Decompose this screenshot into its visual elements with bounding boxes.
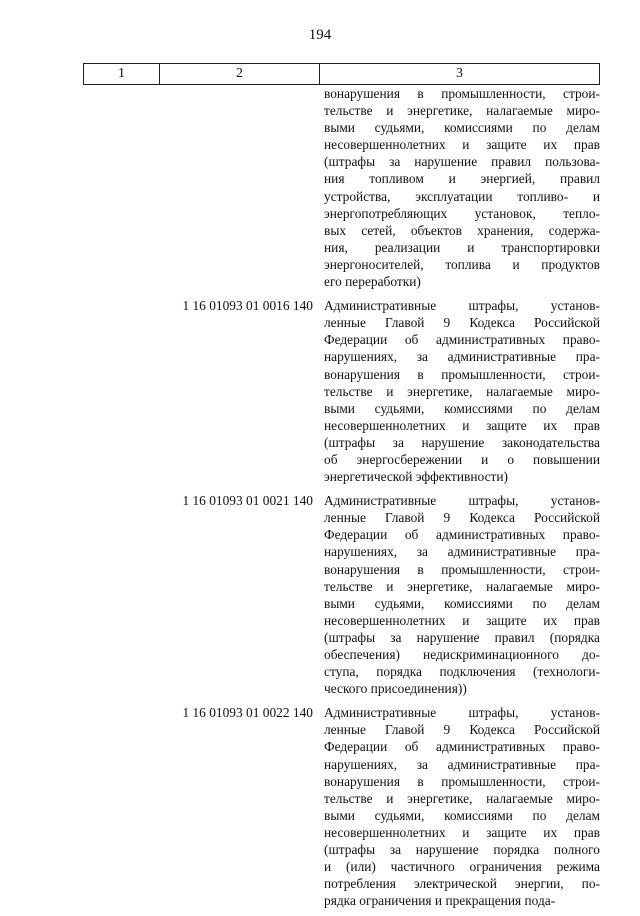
- description-line: и (или) частичного ограничения режима: [324, 859, 600, 875]
- description-line: несовершеннолетних и защите их прав: [324, 137, 600, 153]
- revenue-description: [324, 704, 600, 909]
- column-header-3: 3: [456, 66, 463, 81]
- description-line: тельстве и энергетике, налагаемые миро-: [324, 578, 600, 594]
- description-line: энергопотребляющих установок, тепло-: [324, 205, 600, 221]
- description-line: вонарушения в промышленности, строи-: [324, 86, 600, 101]
- table-row: [83, 492, 600, 697]
- description-line: ленные Главой 9 Кодекса Российской: [324, 510, 600, 526]
- description-line: нарушениях, за административные пра-: [324, 756, 600, 772]
- description-line: (штрафы за нарушение порядка полного: [324, 842, 600, 858]
- description-line: ленные Главой 9 Кодекса Российской: [324, 722, 600, 738]
- description-line: выми судьями, комиссиями по делам: [324, 807, 600, 823]
- description-line: (штрафы за нарушение правил (порядка: [324, 629, 600, 645]
- description-line: ческого присоединения)): [324, 681, 467, 697]
- table-row: [83, 704, 600, 909]
- description-line: Административные штрафы, установ-: [324, 493, 600, 509]
- description-line: вонарушения в промышленности, строи-: [324, 366, 600, 382]
- description-line: ленные Главой 9 Кодекса Российской: [324, 315, 600, 331]
- budget-classification-code: [159, 85, 319, 290]
- description-line: вонарушения в промышленности, строи-: [324, 561, 600, 577]
- description-line: Федерации об административных право-: [324, 739, 600, 755]
- description-line: устройства, эксплуатации топливо- и: [324, 188, 600, 204]
- description-line: его переработки): [324, 274, 421, 290]
- column-header-1: 1: [84, 64, 160, 84]
- description-line: несовершеннолетних и защите их прав: [324, 417, 600, 433]
- description-line: вонарушения в промышленности, строи-: [324, 773, 600, 789]
- description-line: Федерации об административных право-: [324, 527, 600, 543]
- description-line: Административные штрафы, установ-: [324, 298, 600, 314]
- description-line: энергетической эффективности): [324, 469, 508, 485]
- table-row: [83, 85, 600, 290]
- description-line: рядка ограничения и прекращения пода-: [324, 893, 556, 909]
- description-line: обеспечения) недискриминационного до-: [324, 647, 600, 662]
- description-line: (штрафы за нарушение правил пользова-: [324, 154, 600, 170]
- description-line: выми судьями, комиссиями по делам: [324, 400, 600, 416]
- budget-classification-code: 1 16 01093 01 0022 140: [182, 705, 313, 721]
- budget-classification-code: 1 16 01093 01 0016 140: [182, 298, 313, 314]
- description-line: энергоносителей, топлива и продуктов: [324, 256, 600, 272]
- description-line: вых сетей, объектов хранения, содержа-: [324, 222, 600, 238]
- description-line: выми судьями, комиссиями по делам: [324, 120, 600, 136]
- description-line: Федерации об административных право-: [324, 332, 600, 348]
- description-line: ступа, порядка подключения (технологи-: [324, 664, 600, 680]
- revenue-description: [324, 85, 600, 290]
- description-line: нарушениях, за административные пра-: [324, 544, 600, 560]
- description-line: нарушениях, за административные пра-: [324, 349, 600, 365]
- cell-column-1: [83, 492, 159, 697]
- description-line: тельстве и энергетике, налагаемые миро-: [324, 790, 600, 806]
- description-line: потребления электрической энергии, по-: [324, 876, 600, 892]
- revenue-description: [324, 297, 600, 485]
- description-line: выми судьями, комиссиями по делам: [324, 595, 600, 611]
- cell-column-1: [83, 297, 159, 485]
- column-header-2: 2: [160, 64, 320, 84]
- description-line: тельстве и энергетике, налагаемые миро-: [324, 383, 600, 399]
- page-number: 194: [308, 27, 332, 43]
- description-line: Административные штрафы, установ-: [324, 705, 600, 721]
- description-line: ния топливом и энергией, правил: [324, 171, 600, 187]
- table-row: [83, 297, 600, 485]
- description-line: ния, реализации и транспортировки: [324, 239, 600, 255]
- description-line: об энергосбережении и о повышении: [324, 451, 600, 467]
- cell-column-1: [83, 85, 159, 290]
- table-header: [83, 63, 600, 85]
- description-line: тельстве и энергетике, налагаемые миро-: [324, 103, 600, 119]
- cell-column-1: [83, 704, 159, 909]
- description-line: (штрафы за нарушение законодательства: [324, 434, 600, 450]
- table-body: [83, 85, 600, 916]
- description-line: несовершеннолетних и защите их прав: [324, 824, 600, 840]
- description-line: несовершеннолетних и защите их прав: [324, 612, 600, 628]
- budget-classification-code: 1 16 01093 01 0021 140: [182, 493, 313, 509]
- revenue-description: [324, 492, 600, 697]
